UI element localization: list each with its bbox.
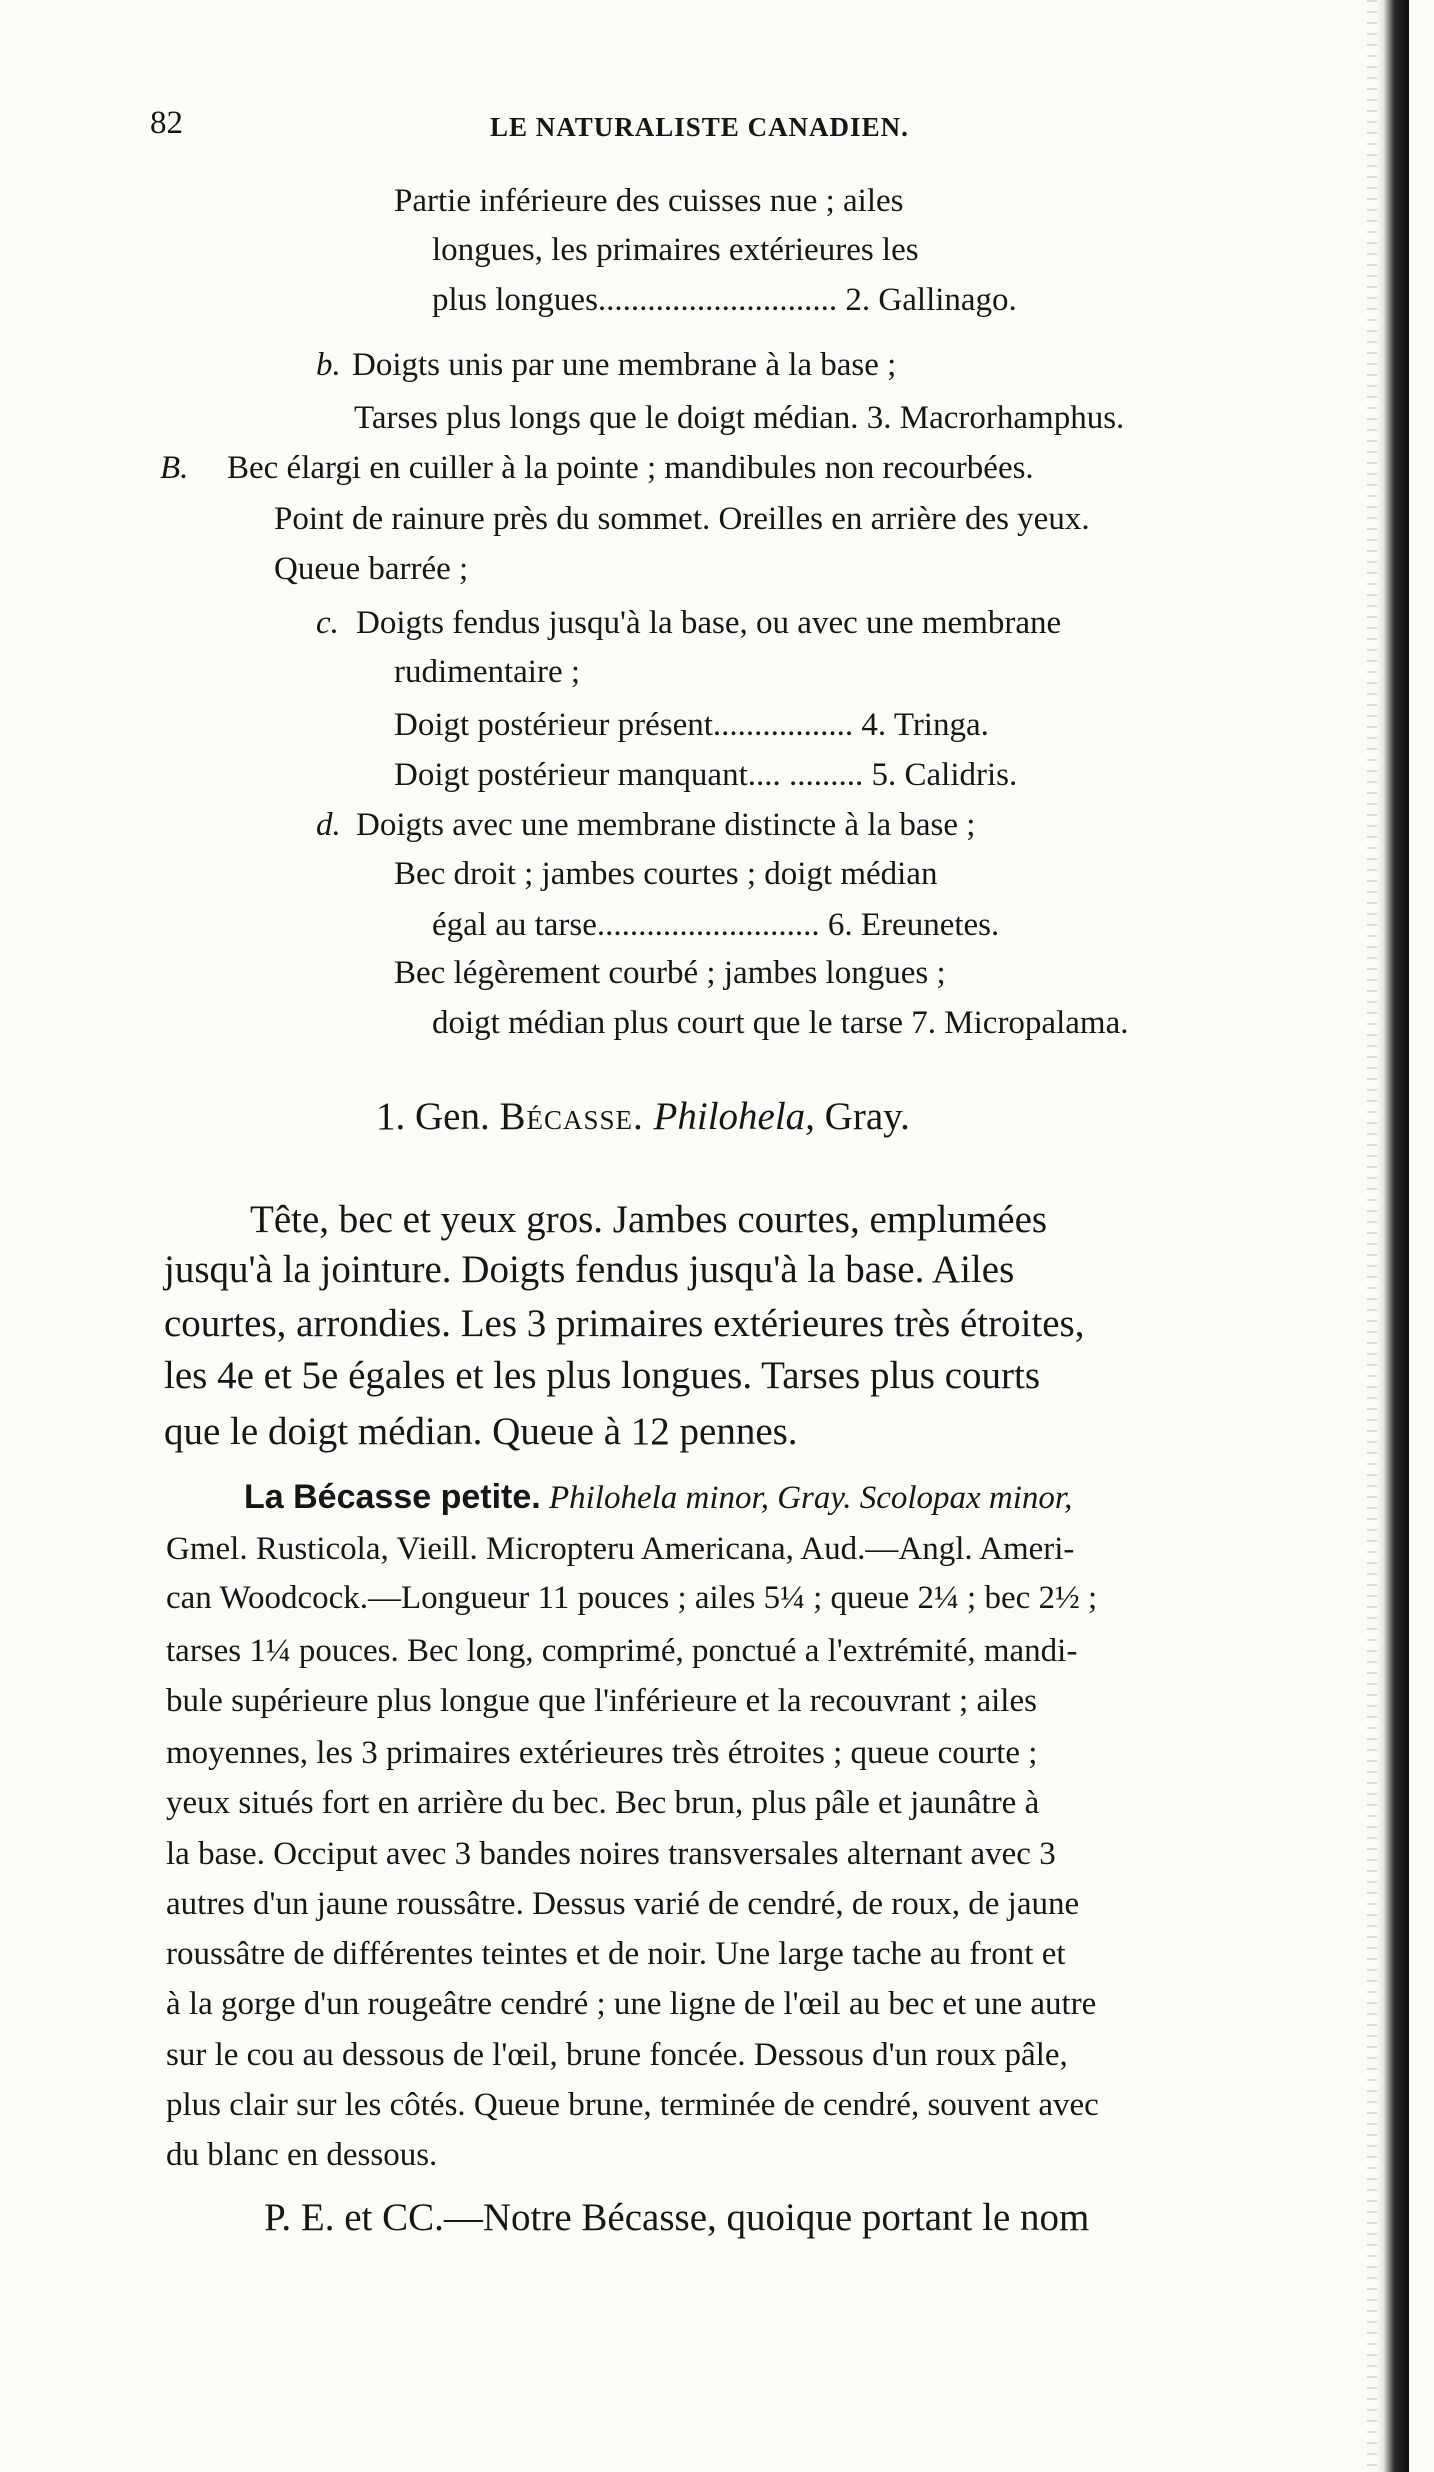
species-description-line: plus clair sur les côtés. Queue brune, terminée de cendré, souvent avec xyxy=(166,2087,1099,2123)
key-line: Doigts avec une membrane distincte à la base ; xyxy=(356,807,976,843)
species-description-line: bule supérieure plus longue que l'inférieure et la recouvrant ; ailes xyxy=(166,1683,1037,1719)
key-line: Doigt postérieur présent................. 4. Tringa. xyxy=(394,707,989,743)
species-synonymy-line: Gmel. Rusticola, Vieill. Micropteru Americana, Aud.—Angl. Ameri- xyxy=(166,1531,1075,1567)
genus-name: Bécasse. xyxy=(499,1095,644,1138)
species-description-line: roussâtre de différentes teintes et de noir. Une large tache au front et xyxy=(166,1936,1066,1972)
key-line: doigt médian plus court que le tarse 7. Micropalama. xyxy=(432,1005,1129,1041)
key-line: égal au tarse........................... 6. Ereunetes. xyxy=(432,907,1000,943)
species-heading xyxy=(244,1478,1072,1517)
genus-description-line: courtes, arrondies. Les 3 primaires extérieures très étroites, xyxy=(164,1302,1085,1345)
species-description-line: moyennes, les 3 primaires extérieures très étroites ; queue courte ; xyxy=(166,1735,1038,1771)
key-line: Partie inférieure des cuisses nue ; ailes xyxy=(394,183,904,219)
key-line: Tarses plus longs que le doigt médian. 3. Macrorhamphus. xyxy=(354,400,1125,436)
page-edge-shadow xyxy=(1377,0,1409,2472)
key-line: longues, les primaires extérieures les xyxy=(432,232,919,268)
key-marker: B. xyxy=(160,450,189,486)
species-description-line: tarses 1¼ pouces. Bec long, comprimé, ponctué a l'extrémité, mandi- xyxy=(166,1633,1078,1669)
genus-description-line: Tête, bec et yeux gros. Jambes courtes, emplumées xyxy=(250,1198,1048,1241)
key-marker: b. xyxy=(316,347,341,383)
key-line: Doigts fendus jusqu'à la base, ou avec une membrane xyxy=(356,605,1062,641)
genus-description-line: les 4e et 5e égales et les plus longues. Tarses plus courts xyxy=(164,1354,1041,1397)
genus-author: Gray. xyxy=(824,1095,910,1138)
key-marker: c. xyxy=(316,605,339,641)
species-synonymy: Philohela minor, Gray. Scolopax minor, xyxy=(548,1480,1073,1516)
species-description-line: sur le cou au dessous de l'œil, brune foncée. Dessous d'un roux pâle, xyxy=(166,2037,1068,2073)
closing-line: P. E. et CC.—Notre Bécasse, quoique portant le nom xyxy=(264,2196,1090,2239)
species-description-line: yeux situés fort en arrière du bec. Bec brun, plus pâle et jaunâtre à xyxy=(166,1785,1040,1821)
genus-heading xyxy=(376,1095,910,1139)
key-line: Bec droit ; jambes courtes ; doigt médian xyxy=(394,856,938,892)
species-name: La Bécasse petite. xyxy=(244,1478,541,1516)
species-description-line: du blanc en dessous. xyxy=(166,2137,438,2173)
key-line: Doigts unis par une membrane à la base ; xyxy=(352,347,897,383)
key-line: rudimentaire ; xyxy=(394,654,581,690)
key-line: plus longues............................. 2. Gallinago. xyxy=(432,282,1017,318)
key-line: Point de rainure près du sommet. Oreilles en arrière des yeux. xyxy=(274,501,1090,537)
page-number: 82 xyxy=(150,105,183,141)
running-title: LE NATURALISTE CANADIEN. xyxy=(490,112,909,142)
species-description-line: can Woodcock.—Longueur 11 pouces ; ailes 5¼ ; queue 2¼ ; bec 2½ ; xyxy=(166,1580,1098,1616)
species-description-line: autres d'un jaune roussâtre. Dessus varié de cendré, de roux, de jaune xyxy=(166,1886,1080,1922)
key-line: Bec légèrement courbé ; jambes longues ; xyxy=(394,955,946,991)
species-description-line: à la gorge d'un rougeâtre cendré ; une ligne de l'œil au bec et une autre xyxy=(166,1986,1097,2022)
key-line: Doigt postérieur manquant.... ......... 5. Calidris. xyxy=(394,757,1018,793)
key-line: Queue barrée ; xyxy=(274,551,469,587)
genus-prefix: 1. Gen. xyxy=(376,1095,490,1138)
genus-latin: Philohela, xyxy=(653,1095,815,1138)
genus-description-line: que le doigt médian. Queue à 12 pennes. xyxy=(164,1410,798,1453)
species-description-line: la base. Occiput avec 3 bandes noires transversales alternant avec 3 xyxy=(166,1836,1056,1872)
key-line: Bec élargi en cuiller à la pointe ; mandibules non recourbées. xyxy=(227,450,1034,486)
key-marker: d. xyxy=(316,807,341,843)
genus-description-line: jusqu'à la jointure. Doigts fendus jusqu'à la base. Ailes xyxy=(164,1248,1015,1291)
